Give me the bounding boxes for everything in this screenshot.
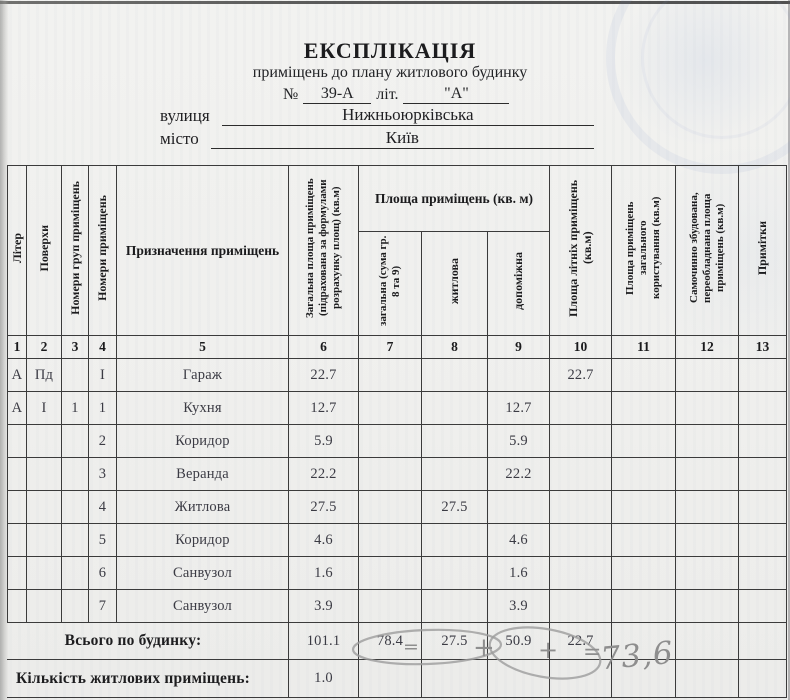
- table-cell: [422, 524, 488, 557]
- table-cell: [676, 557, 739, 590]
- header-unauthorized-area-label: Самочинно збудована, переобладнана площа приміщень (кв.м): [687, 192, 726, 304]
- table-cell: [488, 660, 550, 698]
- table-cell: 4.6: [289, 524, 359, 557]
- number-label: №: [283, 86, 299, 103]
- table-cell: [676, 425, 739, 458]
- table-cell: [8, 590, 27, 623]
- table-cell: 1: [89, 392, 117, 425]
- header-area-general-label: загальна (сума гр. 8 та 9): [377, 235, 402, 327]
- table-cell: 22.7: [289, 359, 359, 392]
- table-row: [8, 491, 787, 524]
- table-cell: [612, 557, 676, 590]
- header-group-numbers: [62, 166, 89, 336]
- table-cell: [739, 524, 787, 557]
- table-cell: [8, 557, 27, 590]
- header-unauthorized-area: [676, 166, 739, 336]
- table-cell: [422, 660, 488, 698]
- total-general-area: 101.1: [289, 623, 359, 660]
- table-cell: [612, 458, 676, 491]
- header-common-area: [612, 166, 676, 336]
- header-group-numbers-label: Номери груп приміщень: [67, 181, 82, 315]
- table-cell: [676, 458, 739, 491]
- document-subtitle: приміщень до плану житлового будинку: [252, 64, 528, 81]
- table-cell: [612, 392, 676, 425]
- table-cell: [550, 491, 612, 524]
- table-cell: 12.7: [488, 392, 550, 425]
- header-area-auxiliary: [488, 232, 550, 336]
- table-cell: [422, 557, 488, 590]
- table-cell: 1.6: [289, 557, 359, 590]
- table-cell: 3.9: [488, 590, 550, 623]
- table-cell: [612, 491, 676, 524]
- header-room-numbers-label: Номери приміщень: [95, 195, 110, 301]
- table-cell: [422, 392, 488, 425]
- header-common-area-label: Площа приміщень загального користування (кв.м): [624, 196, 663, 300]
- table-row: [8, 590, 787, 623]
- table-cell: Коридор: [117, 425, 289, 458]
- city-row: [160, 128, 594, 149]
- table-cell: І: [27, 392, 62, 425]
- column-number: 8: [422, 336, 488, 359]
- document-title: ЕКСПЛІКАЦІЯ: [303, 38, 477, 63]
- table-cell: [739, 590, 787, 623]
- street-label: вулиця: [160, 105, 210, 125]
- header-liter: [8, 166, 27, 336]
- table-cell: [676, 524, 739, 557]
- table-cell: [739, 359, 787, 392]
- table-cell: 1: [62, 392, 89, 425]
- column-number: 3: [62, 336, 89, 359]
- table-cell: [676, 660, 739, 698]
- table-cell: 22.2: [488, 458, 550, 491]
- header-summer-area-label: Площа літніх приміщень (кв.м): [566, 179, 595, 317]
- table-cell: [550, 458, 612, 491]
- table-cell: [8, 458, 27, 491]
- city-label: місто: [160, 128, 199, 148]
- table-cell: Пд: [27, 359, 62, 392]
- table-cell: [62, 590, 89, 623]
- table-row: [8, 425, 787, 458]
- header-area-general: [359, 232, 422, 336]
- table-cell: 1.6: [488, 557, 550, 590]
- table-cell: [359, 425, 422, 458]
- table-cell: [359, 660, 422, 698]
- table-cell: [676, 491, 739, 524]
- header-liter-label: Літер: [9, 232, 24, 264]
- table-cell: [62, 524, 89, 557]
- table-cell: [739, 425, 787, 458]
- column-number: 9: [488, 336, 550, 359]
- table-cell: 5.9: [289, 425, 359, 458]
- header-area-living: [422, 232, 488, 336]
- table-cell: 5.9: [488, 425, 550, 458]
- table-cell: I: [89, 359, 117, 392]
- total-label: Всього по будинку:: [8, 623, 289, 660]
- table-cell: 12.7: [289, 392, 359, 425]
- table-cell: [359, 458, 422, 491]
- column-number: 6: [289, 336, 359, 359]
- header-notes: [739, 166, 787, 336]
- document-number-row: [283, 85, 509, 104]
- table-cell: [62, 491, 89, 524]
- lit-value: "А": [403, 85, 509, 104]
- total-overall: 78.4: [359, 623, 422, 660]
- header-purpose: [117, 166, 289, 336]
- table-cell: [739, 491, 787, 524]
- table-cell: [739, 392, 787, 425]
- table-cell: Коридор: [117, 524, 289, 557]
- table-cell: [27, 491, 62, 524]
- table-cell: [27, 590, 62, 623]
- table-cell: [739, 557, 787, 590]
- table-row: [8, 458, 787, 491]
- table-cell: [612, 524, 676, 557]
- table-cell: 27.5: [422, 491, 488, 524]
- table-cell: [550, 425, 612, 458]
- header-notes-label: Примітки: [755, 220, 770, 276]
- table-cell: Санвузол: [117, 557, 289, 590]
- column-number: 12: [676, 336, 739, 359]
- table-cell: [8, 524, 27, 557]
- table-cell: Житлова: [117, 491, 289, 524]
- table-cell: [359, 557, 422, 590]
- column-number: 2: [27, 336, 62, 359]
- table-cell: [676, 359, 739, 392]
- table-cell: 5: [89, 524, 117, 557]
- header-floors: [27, 166, 62, 336]
- table-cell: [612, 623, 676, 660]
- table-cell: [422, 359, 488, 392]
- header-row-1: [8, 166, 787, 232]
- table-cell: [550, 524, 612, 557]
- lit-label: літ.: [376, 86, 399, 103]
- column-number: 7: [359, 336, 422, 359]
- table-cell: [612, 425, 676, 458]
- header-purpose-label: Призначення приміщень: [125, 242, 280, 258]
- table-cell: [62, 557, 89, 590]
- table-cell: 22.2: [289, 458, 359, 491]
- table-cell: [27, 425, 62, 458]
- table-cell: 4.6: [488, 524, 550, 557]
- column-number-row: [8, 336, 787, 359]
- header-room-numbers: [89, 166, 117, 336]
- table-cell: 7: [89, 590, 117, 623]
- table-cell: 6: [89, 557, 117, 590]
- header-area-group-label: Площа приміщень (кв. м): [374, 190, 534, 206]
- header-total-area: [289, 166, 359, 336]
- table-cell: [550, 557, 612, 590]
- table-cell: [676, 590, 739, 623]
- number-value: 39-А: [303, 85, 371, 104]
- table-cell: Санвузол: [117, 590, 289, 623]
- table-cell: [359, 491, 422, 524]
- header-floors-label: Поверхи: [36, 224, 51, 272]
- city-value: Київ: [211, 128, 594, 149]
- column-number: 11: [612, 336, 676, 359]
- table-cell: [359, 392, 422, 425]
- explication-table: [7, 165, 787, 698]
- pencil-equals-2: =: [583, 640, 602, 665]
- header-area-living-label: житлова: [447, 257, 462, 305]
- table-cell: [8, 425, 27, 458]
- pencil-plus-1: +: [473, 633, 495, 663]
- column-number: 5: [117, 336, 289, 359]
- table-cell: [27, 524, 62, 557]
- table-cell: 27.5: [289, 491, 359, 524]
- table-cell: [27, 458, 62, 491]
- table-cell: [62, 359, 89, 392]
- table-cell: [359, 524, 422, 557]
- total-row: [8, 623, 787, 660]
- count-label: Кількість житлових приміщень:: [8, 660, 289, 698]
- table-cell: 22.7: [550, 359, 612, 392]
- table-cell: 4: [89, 491, 117, 524]
- pencil-plus-2: +: [538, 636, 559, 664]
- table-cell: [739, 623, 787, 660]
- stamp-watermark: [606, 0, 790, 174]
- table-cell: [739, 458, 787, 491]
- street-value: Нижньоюрківська: [222, 105, 594, 126]
- table-row: [8, 392, 787, 425]
- table-row: [8, 557, 787, 590]
- total-auxiliary: 50.9: [488, 623, 550, 660]
- table-cell: [62, 425, 89, 458]
- table-cell: [422, 425, 488, 458]
- table-cell: [612, 660, 676, 698]
- table-cell: [612, 359, 676, 392]
- table-cell: [359, 590, 422, 623]
- column-number: 4: [89, 336, 117, 359]
- pencil-result: 73,6: [599, 634, 676, 678]
- total-summer: 22.7: [550, 623, 612, 660]
- table-cell: [62, 458, 89, 491]
- table-cell: 3: [89, 458, 117, 491]
- table-cell: [422, 590, 488, 623]
- header-area-group: [359, 166, 550, 232]
- table-cell: [550, 392, 612, 425]
- count-value: 1.0: [289, 660, 359, 698]
- table-row: [8, 359, 787, 392]
- column-number: 1: [8, 336, 27, 359]
- header-area-auxiliary-label: допоміжна: [511, 252, 526, 310]
- table-cell: [488, 359, 550, 392]
- column-number: 13: [739, 336, 787, 359]
- table-cell: А: [8, 392, 27, 425]
- table-cell: Кухня: [117, 392, 289, 425]
- table-cell: Веранда: [117, 458, 289, 491]
- table-cell: [550, 590, 612, 623]
- header-summer-area: [550, 166, 612, 336]
- table-cell: [359, 359, 422, 392]
- table-cell: [422, 458, 488, 491]
- header-total-area-label: Загальна площа приміщень (підрахована за формулами розрахунку площ) (кв.м): [304, 178, 342, 318]
- table-cell: [8, 491, 27, 524]
- table-cell: Гараж: [117, 359, 289, 392]
- table-cell: [676, 392, 739, 425]
- table-cell: [550, 660, 612, 698]
- table-cell: [612, 590, 676, 623]
- column-number: 10: [550, 336, 612, 359]
- table-row: [8, 524, 787, 557]
- table-cell: [27, 557, 62, 590]
- table-cell: [676, 623, 739, 660]
- street-row: [160, 105, 594, 126]
- total-living: 27.5: [422, 623, 488, 660]
- table-cell: А: [8, 359, 27, 392]
- table-cell: 3.9: [289, 590, 359, 623]
- pencil-equals-1: =: [403, 636, 419, 658]
- table-cell: [739, 660, 787, 698]
- table-cell: 2: [89, 425, 117, 458]
- table-cell: [488, 491, 550, 524]
- count-row: [8, 660, 787, 698]
